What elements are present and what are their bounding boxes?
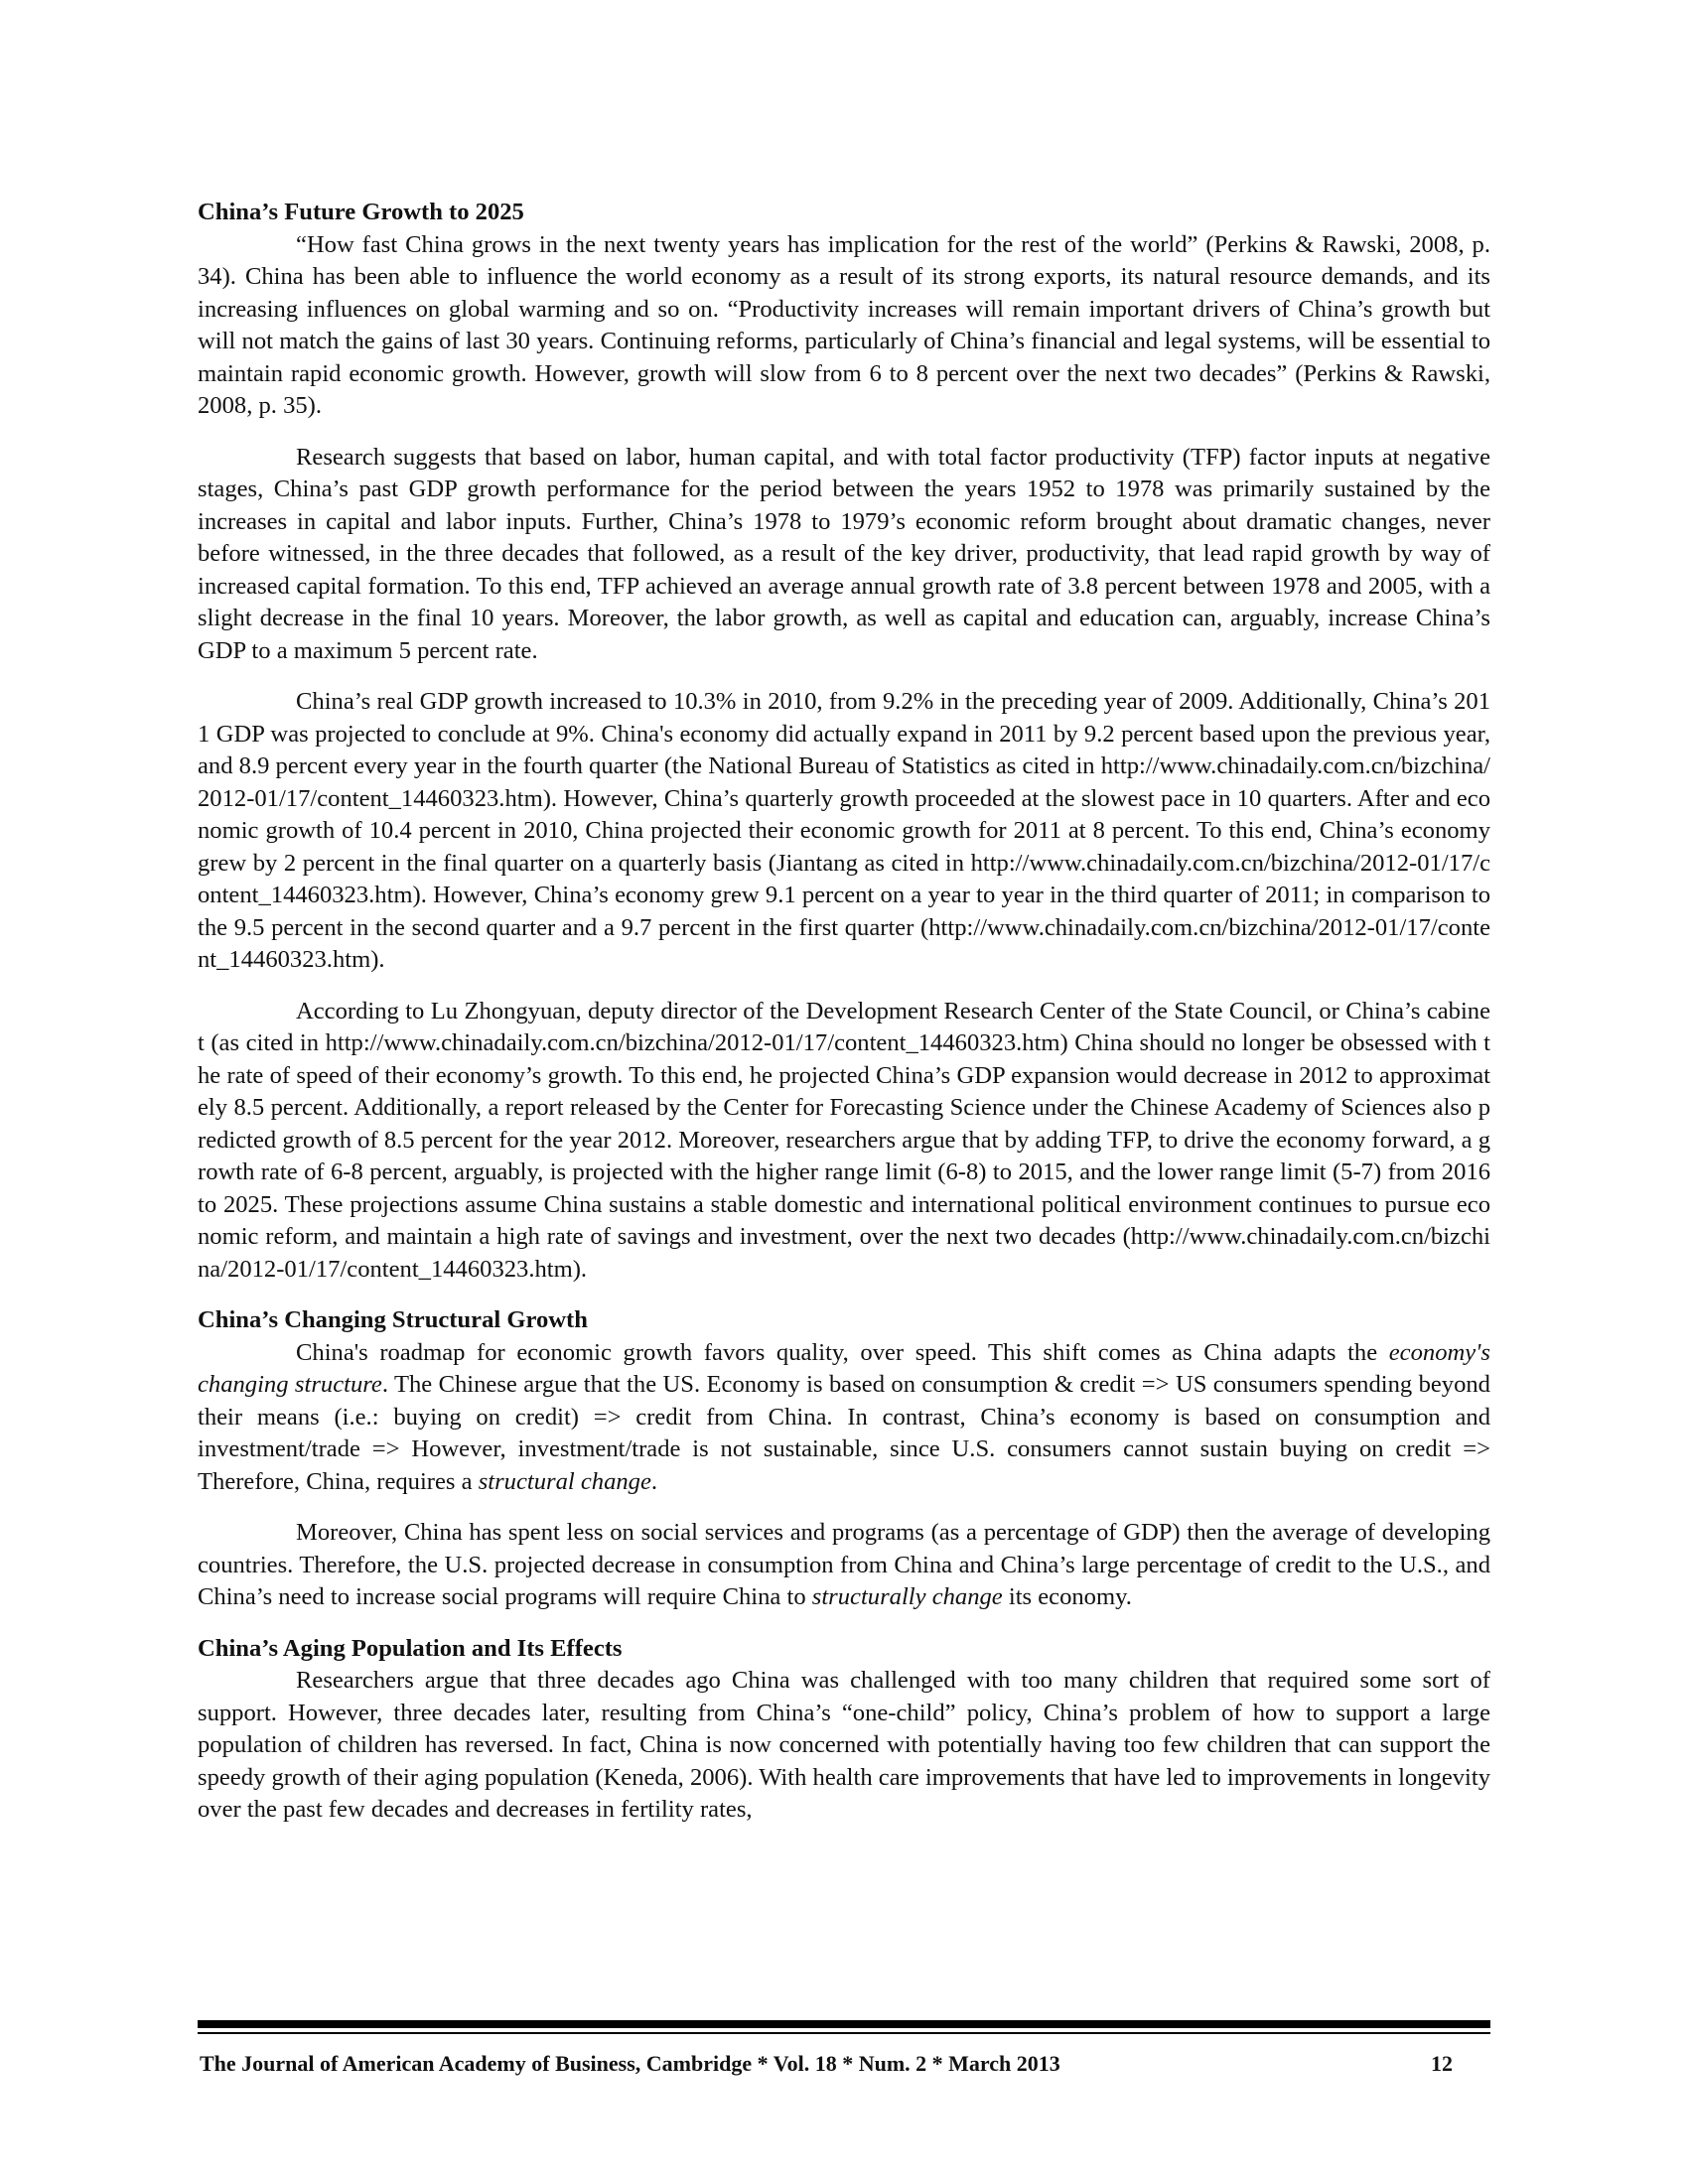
paragraph: Researchers argue that three decades ago China was challenged with too many children that required some sort of support. However, three decades later, resulting from China’s “one-child” policy, China’s problem of how to support a large population of children has reversed. In fact, China is now concerned with potentially having too few children that can support the speedy growth of their aging population (Keneda, 2006). With health care improvements that have led to improvements in longevity over the past few decades and decreases in fertility rates,	[198, 1667, 1490, 1823]
section-heading: China’s Changing Structural Growth	[198, 1306, 588, 1333]
text-run: .	[650, 1467, 658, 1495]
journal-citation: The Journal of American Academy of Business, Cambridge * Vol. 18 * Num. 2 * March 2013	[200, 2051, 1060, 2076]
text-run: . The Chinese argue that the US. Economy is based on consumption & credit => US consumers spending beyond their means (i.e.: buying on credit) => credit from China. In contrast, China’s economy is based on consumption and investment/trade => However, investment/trade is not sustainable, since U.S. consumers cannot sustain buying on credit => Therefore, China, requires a	[198, 1371, 1490, 1495]
emphasis-text: structural change	[478, 1467, 651, 1495]
section-heading: China’s Aging Population and Its Effects	[198, 1634, 623, 1662]
paragraph: Research suggests that based on labor, human capital, and with total factor productivity (TFP) factor inputs at negative stages, China’s past GDP growth performance for the period between the years 1952 to 1978 was primarily sustained by the increases in capital and labor inputs. Further, China’s 1978 to 1979’s economic reform brought about dramatic changes, never before witnessed, in the three decades that followed, as a result of the key driver, productivity, that lead rapid growth by way of increased capital formation. To this end, TFP achieved an average annual growth rate of 3.8 percent between 1978 and 2005, with a slight decrease in the final 10 years. Moreover, the labor growth, as well as capital and education can, arguably, increase China’s GDP to a maximum 5 percent rate.	[198, 443, 1490, 664]
section-structural-growth	[198, 1304, 1490, 1614]
paragraph	[198, 1517, 1490, 1614]
text-run: its economy.	[1002, 1583, 1132, 1610]
text-run: Moreover, China has spent less on social services and programs (as a percentage of GDP) then the average of developing countries. Therefore, the U.S. projected decrease in consumption from China and China’s large percentage of credit to the U.S., and China’s need to increase social programs will require China to	[198, 1519, 1490, 1610]
paragraph: “How fast China grows in the next twenty years has implication for the rest of the world” (Perkins & Rawski, 2008, p. 34). China has been able to influence the world economy as a result of its strong exports, its natural resource demands, and its increasing influences on global warming and so on. “Productivity increases will remain important drivers of China’s growth but will not match the gains of last 30 years. Continuing reforms, particularly of China’s financial and legal systems, will be essential to maintain rapid economic growth. However, growth will slow from 6 to 8 percent over the next two decades” (Perkins & Rawski, 2008, p. 35).	[198, 230, 1490, 419]
section-heading: China’s Future Growth to 2025	[198, 199, 524, 225]
paragraph: China’s real GDP growth increased to 10.3% in 2010, from 9.2% in the preceding year of 2009. Additionally, China’s 2011 GDP was projected to conclude at 9%. China's economy did actually expand in 2011 by 9.2 percent based upon the previous year, and 8.9 percent every year in the fourth quarter (the National Bureau of Statistics as cited in http://www.chinadaily.com.cn/bizchina/2012-01/17/content_14460323.htm). However, China’s quarterly growth proceeded at the slowest pace in 10 quarters. After and economic growth of 10.4 percent in 2010, China projected their economic growth for 2011 at 8 percent. To this end, China’s economy grew by 2 percent in the final quarter on a quarterly basis (Jiantang as cited in http://www.chinadaily.com.cn/bizchina/2012-01/17/content_14460323.htm). However, China’s economy grew 9.1 percent on a year to year in the third quarter of 2011; in comparison to the 9.5 percent in the second quarter and a 9.7 percent in the first quarter (http://www.chinadaily.com.cn/bizchina/2012-01/17/content_14460323.htm).	[198, 688, 1490, 973]
footer-rule-thick	[198, 2020, 1490, 2028]
section-aging-population	[198, 1633, 1490, 1827]
footer-rule-thin	[198, 2032, 1490, 2034]
emphasis-text: structurally change	[811, 1583, 1003, 1610]
page-number: 12	[1431, 2051, 1453, 2076]
article-body	[198, 197, 1490, 1845]
section-future-growth	[198, 197, 1490, 1286]
paragraph	[198, 1337, 1490, 1499]
text-run: China's roadmap for economic growth favors quality, over speed. This shift comes as China adapts the	[296, 1338, 1389, 1366]
emphasis-text: economy's changing structure	[198, 1338, 1490, 1398]
paragraph: According to Lu Zhongyuan, deputy director of the Development Research Center of the State Council, or China’s cabinet (as cited in http://www.chinadaily.com.cn/bizchina/2012-01/17/content_14460323.htm) China should no longer be obsessed with the rate of speed of their economy’s growth. To this end, he projected China’s GDP expansion would decrease in 2012 to approximately 8.5 percent. Additionally, a report released by the Center for Forecasting Science under the Chinese Academy of Sciences also predicted growth of 8.5 percent for the year 2012. Moreover, researchers argue that by adding TFP, to drive the economy forward, a growth rate of 6-8 percent, arguably, is projected with the higher range limit (6-8) to 2015, and the lower range limit (5-7) from 2016 to 2025. These projections assume China sustains a stable domestic and international political environment continues to pursue economic reform, and maintain a high rate of savings and investment, over the next two decades (http://www.chinadaily.com.cn/bizchina/2012-01/17/content_14460323.htm).	[198, 997, 1490, 1283]
